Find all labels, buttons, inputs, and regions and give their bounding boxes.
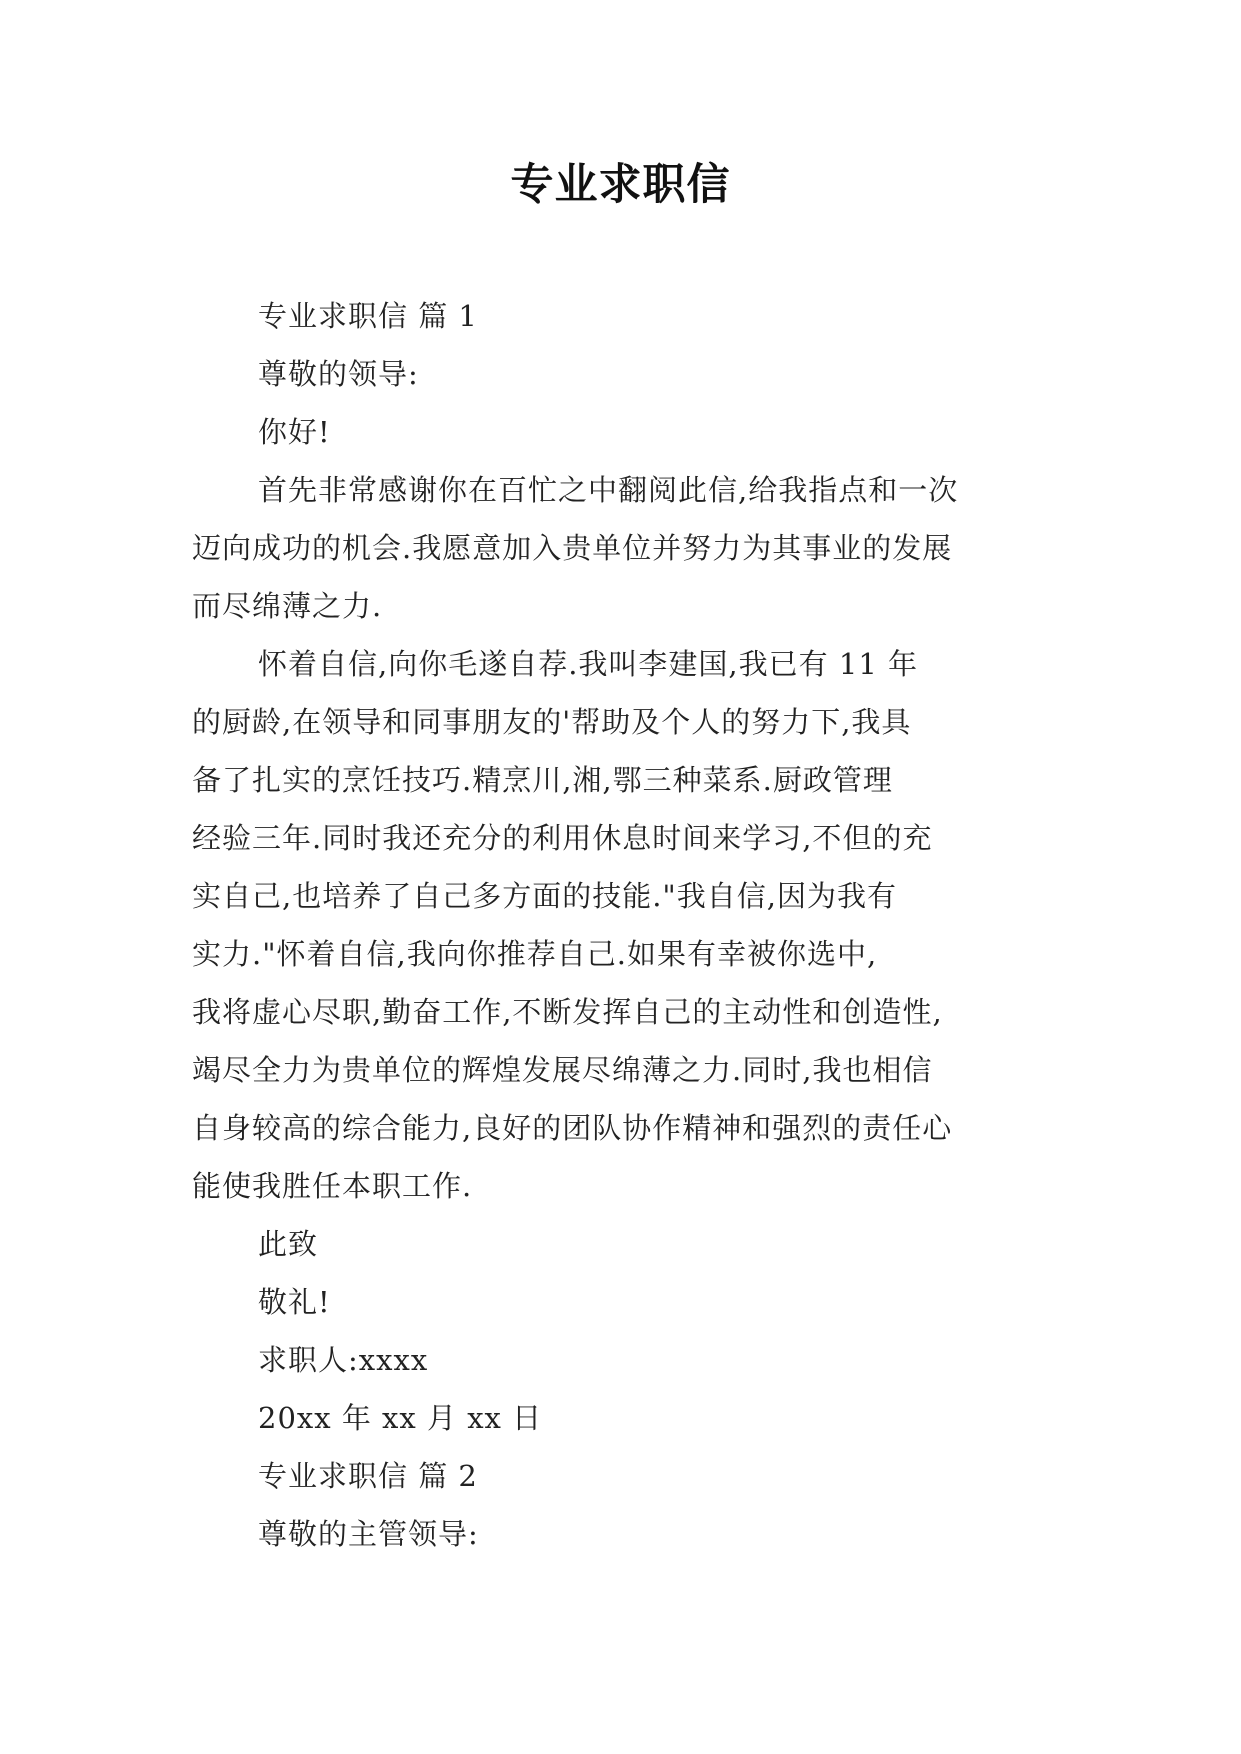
paragraph-2-line-6: 实力."怀着自信,我向你推荐自己.如果有幸被你选中, (192, 937, 878, 971)
section-heading-1: 专业求职信 篇 1 (258, 299, 478, 333)
salutation: 尊敬的领导: (258, 357, 419, 391)
letter-date: 20xx 年 xx 月 xx 日 (258, 1401, 543, 1435)
paragraph-2-line-7: 我将虚心尽职,勤奋工作,不断发挥自己的主动性和创造性, (192, 995, 943, 1029)
paragraph-1-line-2: 迈向成功的机会.我愿意加入贵单位并努力为其事业的发展 (192, 531, 953, 565)
section-heading-2: 专业求职信 篇 2 (258, 1459, 478, 1493)
paragraph-2-line-2: 的厨龄,在领导和同事朋友的'帮助及个人的努力下,我具 (192, 705, 912, 739)
document-title: 专业求职信 (510, 160, 731, 210)
paragraph-2-line-4: 经验三年.同时我还充分的利用休息时间来学习,不但的充 (192, 821, 933, 855)
paragraph-2-line-9: 自身较高的综合能力,良好的团队协作精神和强烈的责任心 (192, 1111, 953, 1145)
paragraph-1-line-3: 而尽绵薄之力. (192, 589, 383, 623)
paragraph-2-line-3: 备了扎实的烹饪技巧.精烹川,湘,鄂三种菜系.厨政管理 (192, 763, 893, 797)
paragraph-2-line-5: 实自己,也培养了自己多方面的技能."我自信,因为我有 (192, 879, 897, 913)
applicant-signature: 求职人:xxxx (258, 1343, 429, 1377)
paragraph-2-line-1: 怀着自信,向你毛遂自荐.我叫李建国,我已有 11 年 (258, 647, 918, 681)
paragraph-1-line-1: 首先非常感谢你在百忙之中翻阅此信,给我指点和一次 (258, 473, 959, 507)
closing-line-1: 此致 (258, 1227, 319, 1261)
paragraph-2-line-8: 竭尽全力为贵单位的辉煌发展尽绵薄之力.同时,我也相信 (192, 1053, 933, 1087)
paragraph-2-line-10: 能使我胜任本职工作. (192, 1169, 473, 1203)
greeting: 你好! (258, 415, 331, 449)
closing-line-2: 敬礼! (258, 1285, 331, 1319)
salutation-2: 尊敬的主管领导: (258, 1517, 479, 1551)
